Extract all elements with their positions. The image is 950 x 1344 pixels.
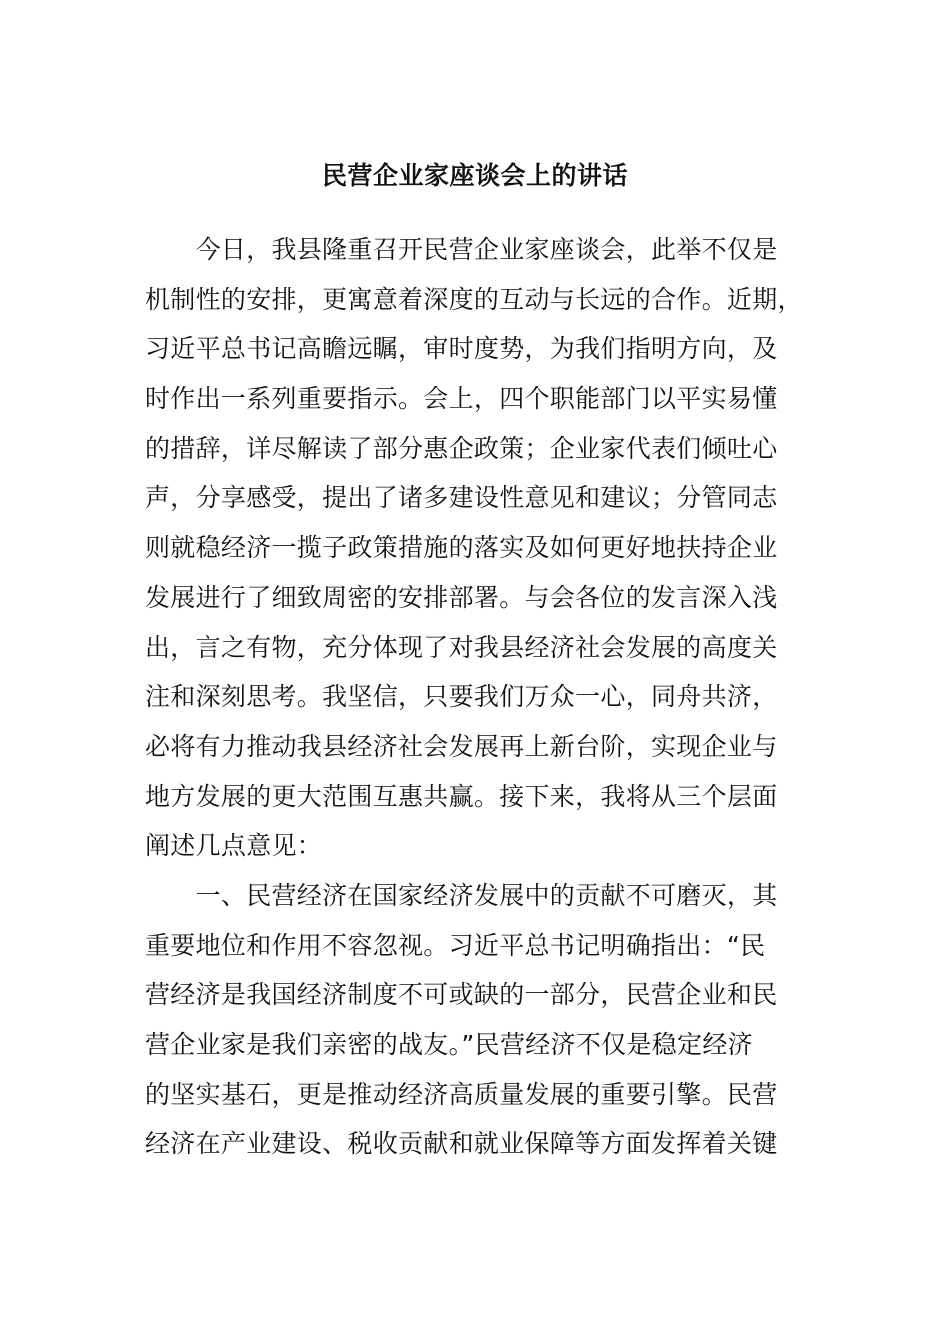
document-title: 民营企业家座谈会上的讲话	[321, 161, 628, 190]
body-line: 必将有力推动我县经济社会发展再上新台阶，实现企业与	[145, 731, 778, 761]
body-line: 机制性的安排，更寓意着深度的互动与长远的合作。近期，	[145, 284, 803, 314]
body-line: 营企业家是我们亲密的战友。”民营经济不仅是稳定经济	[145, 1030, 753, 1059]
body-line: 今日，我县隆重召开民营企业家座谈会，此举不仅是	[145, 235, 778, 264]
body-line: 重要地位和作用不容忽视。习近平总书记明确指出：“民	[145, 930, 766, 960]
body-line: 一、民营经济在国家经济发展中的贡献不可磨灭，其	[145, 880, 778, 910]
body-line: 阐述几点意见：	[145, 831, 323, 861]
body-line: 营经济是我国经济制度不可或缺的一部分，民营企业和民	[145, 980, 778, 1010]
body-line: 出，言之有物，充分体现了对我县经济社会发展的高度关	[145, 632, 778, 662]
body-line: 发展进行了细致周密的安排部署。与会各位的发言深入浅	[145, 582, 778, 612]
body-line: 经济在产业建设、税收贡献和就业保障等方面发挥着关键	[145, 1129, 778, 1159]
body-line: 则就稳经济一揽子政策措施的落实及如何更好地扶持企业	[145, 533, 778, 563]
body-line: 注和深刻思考。我坚信，只要我们万众一心，同舟共济，	[145, 682, 778, 712]
body-line: 时作出一系列重要指示。会上，四个职能部门以平实易懂	[145, 384, 778, 414]
document-body	[145, 232, 805, 1176]
body-line: 地方发展的更大范围互惠共赢。接下来，我将从三个层面	[145, 781, 778, 811]
body-line: 声，分享感受，提出了诸多建设性意见和建议；分管同志	[145, 483, 778, 513]
body-line: 的坚实基石，更是推动经济高质量发展的重要引擎。民营	[145, 1079, 778, 1109]
body-line: 习近平总书记高瞻远瞩，审时度势，为我们指明方向，及	[145, 334, 778, 364]
body-line: 的措辞，详尽解读了部分惠企政策；企业家代表们倾吐心	[145, 433, 778, 463]
